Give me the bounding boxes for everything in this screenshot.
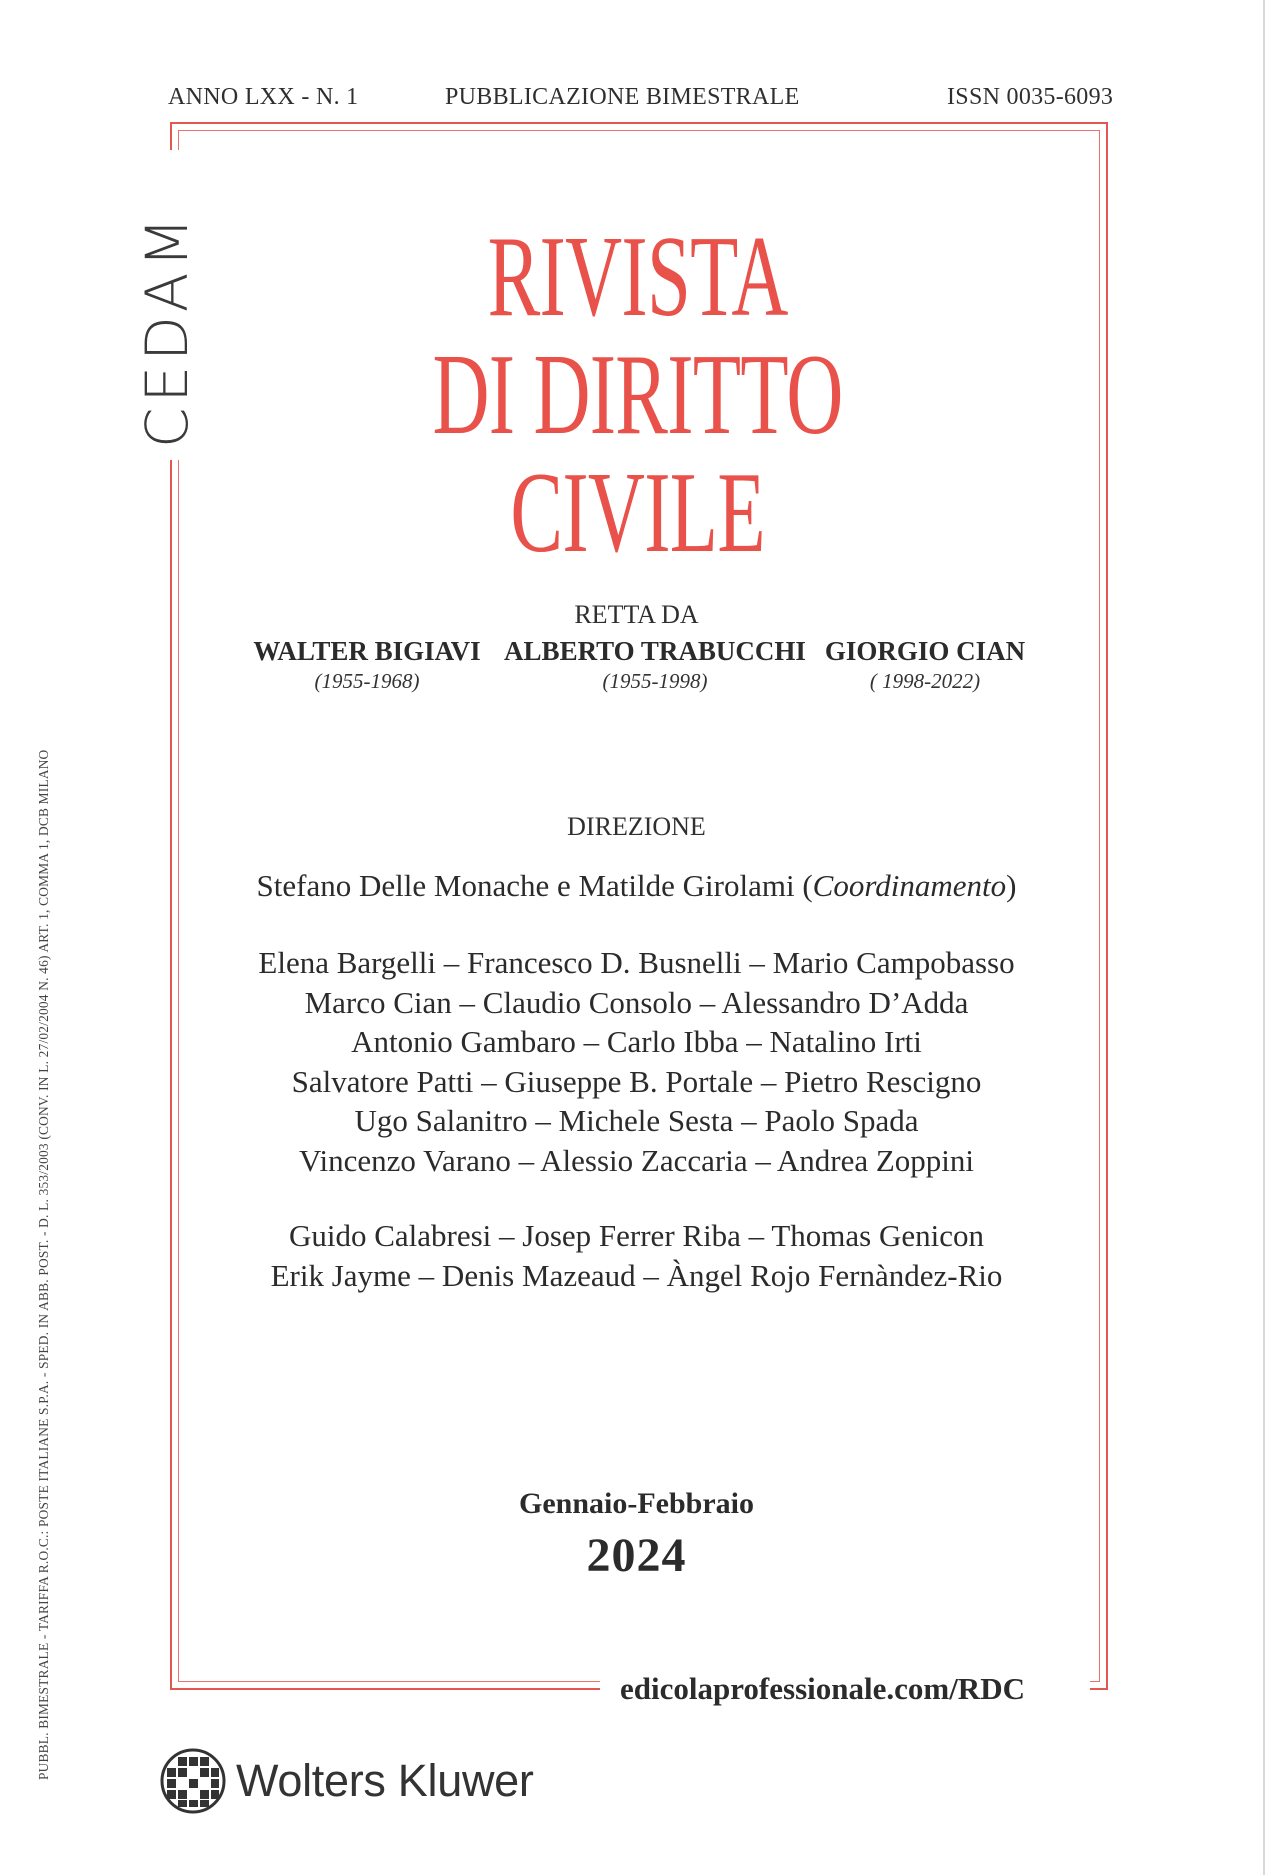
founder-name: GIORGIO CIAN bbox=[824, 636, 1026, 666]
website-link[interactable]: edicolaprofessionale.com/RDC bbox=[620, 1671, 1025, 1706]
publisher-logo bbox=[160, 1748, 534, 1814]
founder-years: (1955-1998) bbox=[602, 669, 708, 693]
publisher-name: Wolters Kluwer bbox=[236, 1755, 534, 1806]
coordinators bbox=[0, 868, 1273, 904]
retta-da-label: RETTA DA bbox=[574, 600, 699, 629]
page-edge bbox=[1263, 0, 1265, 1875]
title-line-3: CIVILE bbox=[510, 449, 765, 577]
postal-notice: PUBBL. BIMESTRALE - TARIFFA R.O.C.: POSTE ITALIANE S.P.A. - SPED. IN ABB. POST. - D. L. 353/2003 (CONV. IN L. 27/02/2004 N. 46) ART. 1, COMMA 1, DCB MILANO bbox=[36, 749, 51, 1780]
founder bbox=[252, 636, 482, 694]
issue-period: Gennaio-Febbraio bbox=[518, 1487, 754, 1520]
board-members bbox=[0, 943, 1273, 1180]
coordination-close: ) bbox=[1006, 868, 1017, 903]
board-line: Antonio Gambaro – Carlo Ibba – Natalino Irti bbox=[351, 1024, 922, 1059]
title-line-2: DI DIRITTO bbox=[432, 331, 843, 459]
board-line: Vincenzo Varano – Alessio Zaccaria – Andrea Zoppini bbox=[298, 1142, 975, 1178]
coordinators-names: Stefano Delle Monache e Matilde Girolami ( bbox=[256, 868, 813, 903]
founder-name: WALTER BIGIAVI bbox=[253, 636, 481, 666]
coordination-label: Coordinamento bbox=[812, 868, 1007, 903]
board-line: Salvatore Patti – Giuseppe B. Portale – Pietro Rescigno bbox=[291, 1063, 982, 1099]
wolters-kluwer-mark-icon bbox=[160, 1748, 226, 1814]
international-board bbox=[0, 1216, 1273, 1295]
board-line: Marco Cian – Claudio Consolo – Alessandro D’Adda bbox=[304, 984, 969, 1020]
publication-frequency: PUBBLICAZIONE BIMESTRALE bbox=[445, 84, 800, 110]
board-line: Ugo Salanitro – Michele Sesta – Paolo Spada bbox=[354, 1103, 919, 1138]
issue-year: 2024 bbox=[586, 1529, 687, 1582]
journal-title bbox=[205, 213, 1071, 577]
publisher-imprint: CEDAM bbox=[133, 212, 201, 448]
title-line-1: RIVISTA bbox=[487, 213, 788, 341]
founder-years: (1955-1968) bbox=[314, 669, 420, 693]
issn: ISSN 0035-6093 bbox=[947, 84, 1114, 110]
direzione-label: DIREZIONE bbox=[567, 812, 706, 841]
founder bbox=[822, 636, 1028, 694]
founder bbox=[496, 636, 814, 694]
founder-name: ALBERTO TRABUCCHI bbox=[504, 636, 806, 666]
board-line: Elena Bargelli – Francesco D. Busnelli – Mario Campobasso bbox=[258, 945, 1015, 980]
founder-years: ( 1998-2022) bbox=[869, 669, 981, 693]
board-line: Erik Jayme – Denis Mazeaud – Àngel Rojo Fernàndez-Rio bbox=[270, 1257, 1003, 1293]
board-line: Guido Calabresi – Josep Ferrer Riba – Thomas Genicon bbox=[288, 1218, 985, 1253]
issue-number: ANNO LXX - N. 1 bbox=[168, 84, 359, 110]
